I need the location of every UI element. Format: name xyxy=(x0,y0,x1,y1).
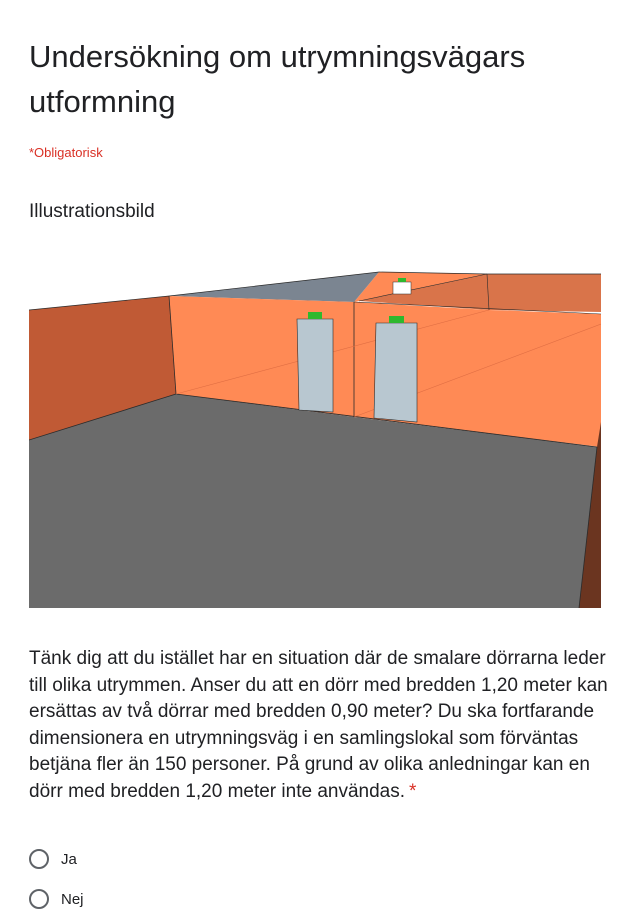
radio-unchecked-icon[interactable] xyxy=(29,849,49,869)
exit-sign-icon xyxy=(398,278,406,282)
door-right xyxy=(374,323,417,422)
door-left xyxy=(297,319,333,412)
form-title: Undersökning om utrymningsvägars utformning xyxy=(29,39,526,119)
question-text xyxy=(29,646,609,805)
option-label: Ja xyxy=(61,850,77,868)
option-nej[interactable] xyxy=(29,889,84,909)
option-ja[interactable] xyxy=(29,849,77,869)
question-body: Tänk dig att du istället har en situation där de smalare dörrarna leder till olika utrymmen. Anser du att en dörr med bredden 1,20 meter kan ersättas av två dörrar med bredden 0,90 meter? Du ska fortfarande dimensionera en utrymningsväg i en samlingslokal som förväntas betjäna fler än 150 personer. På grund av olika anledningar kan en dörr med bredden 1,20 meter inte användas. xyxy=(29,648,608,802)
required-note: *Obligatorisk xyxy=(29,145,103,160)
option-label: Nej xyxy=(61,890,84,908)
required-marker: * xyxy=(409,780,417,802)
radio-unchecked-icon[interactable] xyxy=(29,889,49,909)
section-label: Illustrationsbild xyxy=(29,201,155,222)
exit-sign-icon xyxy=(389,316,404,323)
illustration-image xyxy=(29,262,601,608)
back-door xyxy=(393,282,411,294)
exit-sign-icon xyxy=(308,312,322,319)
